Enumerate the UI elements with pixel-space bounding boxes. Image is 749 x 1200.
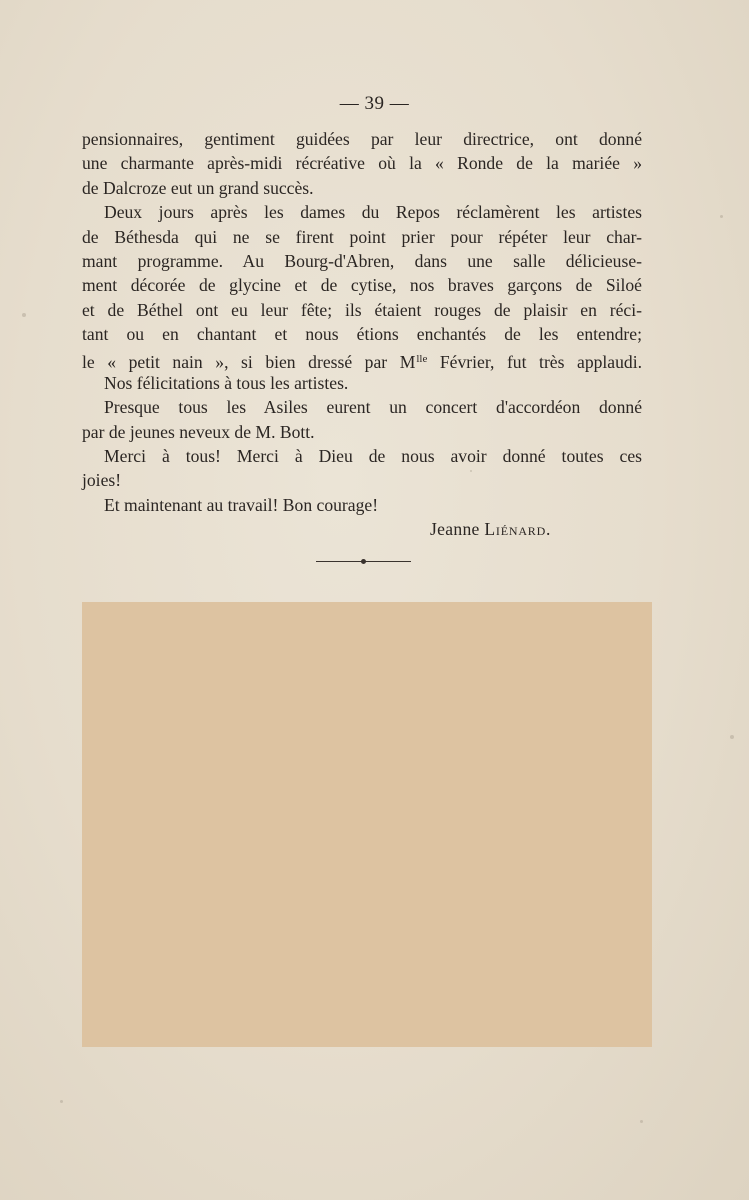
body-text [82,127,642,517]
text-line [82,347,642,371]
paper-speck [60,1100,63,1103]
text-fragment: le « petit nain », si bien dressé par M [82,351,416,372]
paper-speck [720,215,723,218]
text-line: Nos félicitations à tous les artistes. [104,372,349,393]
text-line: et de Béthel ont eu leur fête; ils étaient rouges de plaisir en réci- [82,299,642,320]
signature [430,517,551,541]
text-line: une charmante après-midi récréative où la « Ronde de la mariée » [82,153,642,174]
paper-speck [730,735,734,739]
text-line: de Béthesda qui ne se firent point prier pour répéter leur char- [82,226,642,247]
text-line: joies! [82,470,122,491]
text-line: ment décorée de glycine et de cytise, nos braves garçons de Siloé [82,275,642,296]
text-line: Deux jours après les dames du Repos réclamèrent les artistes [104,202,642,223]
text-line: tant ou en chantant et nous étions enchantés de les entendre; [82,324,642,345]
signature-first-name: Jeanne [430,519,480,539]
paper-speck [640,1120,643,1123]
superscript: lle [416,352,428,365]
text-line: par de jeunes neveux de M. Bott. [82,421,315,442]
blank-image-area [82,602,652,1047]
text-fragment: Février, fut très applaudi. [427,351,642,372]
page-number: — 39 — [339,93,410,114]
signature-last-name: Liénard. [484,519,552,539]
paper-speck [22,313,26,317]
section-divider [316,560,411,563]
text-line: de Dalcroze eut un grand succès. [82,177,314,198]
divider-dot [361,559,366,564]
text-line: pensionnaires, gentiment guidées par leur directrice, ont donné [82,129,642,149]
text-line: Merci à tous! Merci à Dieu de nous avoir donné toutes ces [104,446,642,467]
text-line: mant programme. Au Bourg-d'Abren, dans une salle délicieuse- [82,250,642,271]
text-line: Presque tous les Asiles eurent un concert d'accordéon donné [104,397,642,418]
text-line: Et maintenant au travail! Bon courage! [104,494,379,515]
